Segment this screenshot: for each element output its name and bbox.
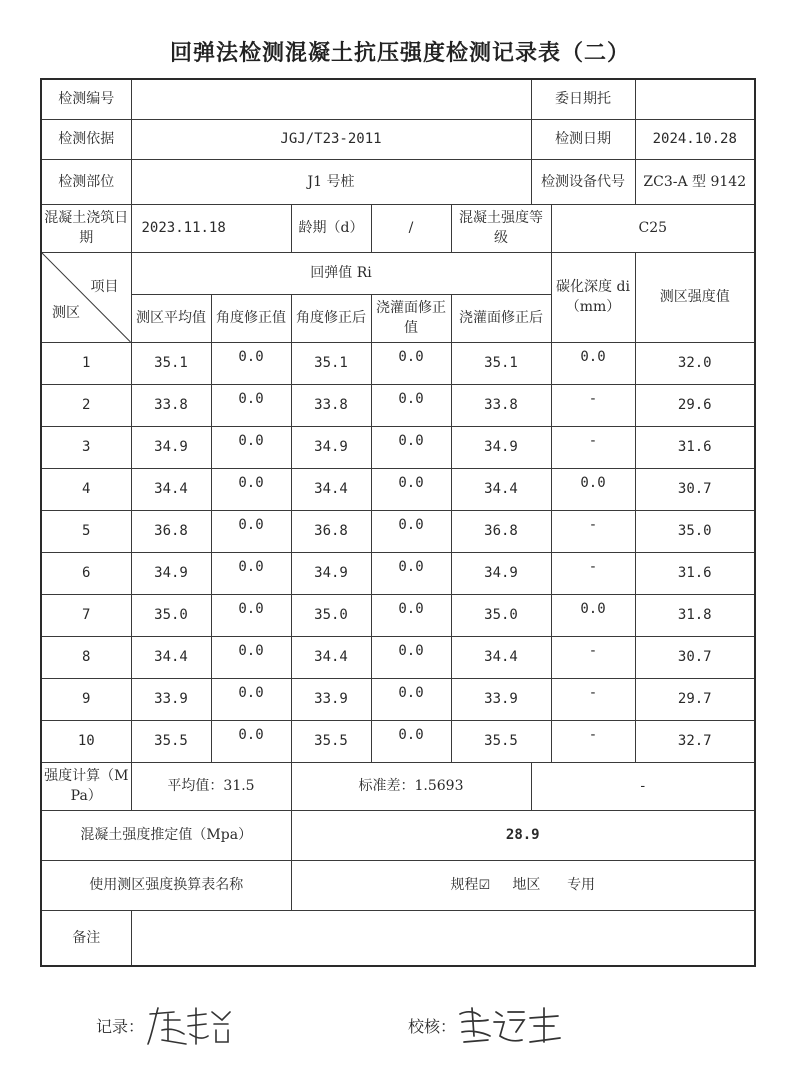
carbonation-cell: - [588, 559, 598, 575]
strength-cell: 29.6 [635, 384, 755, 426]
after-surface-cell: 36.8 [451, 510, 551, 552]
test-no-label: 检测编号 [41, 79, 131, 119]
carbonation-cell: 0.0 [580, 349, 606, 365]
carbonation-cell: - [588, 727, 598, 743]
avg-cell: 35.1 [131, 342, 211, 384]
calc-other: - [531, 762, 755, 810]
after-angle-cell: 36.8 [291, 510, 371, 552]
option-regional: 地区 [512, 876, 541, 893]
location-value: J1 号桩 [131, 159, 531, 204]
carbonation-cell: - [588, 433, 598, 449]
after-surface-cell: 35.0 [451, 594, 551, 636]
conversion-options [291, 860, 755, 910]
carbonation-cell: - [588, 517, 598, 533]
angle-cell: 0.0 [238, 727, 264, 743]
surface-cell: 0.0 [398, 727, 424, 743]
test-date-label: 检测日期 [531, 119, 635, 159]
strength-cell: 31.6 [635, 552, 755, 594]
conversion-row [41, 860, 755, 910]
carbonation-cell: - [588, 685, 598, 701]
zone-cell: 4 [41, 468, 131, 510]
check-label: 校核： [408, 1017, 457, 1036]
equipment-value: ZC3-A 型 9142 [635, 159, 755, 204]
check-signature-block [408, 1000, 658, 1050]
grade-label: 混凝土强度等级 [451, 204, 551, 252]
table-row [41, 468, 755, 510]
avg-cell: 34.4 [131, 468, 211, 510]
strength-calc-row [41, 762, 755, 810]
avg-cell: 34.4 [131, 636, 211, 678]
location-label: 检测部位 [41, 159, 131, 204]
angle-cell: 0.0 [238, 601, 264, 617]
angle-cell: 0.0 [238, 643, 264, 659]
record-label: 记录： [96, 1017, 145, 1036]
surface-cell: 0.0 [398, 433, 424, 449]
strength-cell: 31.6 [635, 426, 755, 468]
strength-cell: 32.0 [635, 342, 755, 384]
surface-cell: 0.0 [398, 475, 424, 491]
page-title: 回弹法检测混凝土抗压强度检测记录表（二） [169, 41, 630, 66]
age-value: / [371, 204, 451, 252]
table-row [41, 342, 755, 384]
pour-date-value: 2023.11.18 [131, 204, 291, 252]
avg-cell: 34.9 [131, 426, 211, 468]
after-angle-header: 角度修正后 [291, 294, 371, 342]
angle-corr-header: 角度修正值 [211, 294, 291, 342]
surface-cell: 0.0 [398, 349, 424, 365]
strength-cell: 29.7 [635, 678, 755, 720]
info-row-location [41, 159, 755, 204]
table-row [41, 720, 755, 762]
remarks-value [131, 910, 755, 966]
check-signature [454, 1000, 564, 1050]
test-no-value [131, 79, 531, 119]
avg-cell: 33.9 [131, 678, 211, 720]
table-row [41, 636, 755, 678]
after-angle-cell: 34.4 [291, 636, 371, 678]
zone-cell: 10 [41, 720, 131, 762]
strength-cell: 30.7 [635, 636, 755, 678]
strength-cell: 35.0 [635, 510, 755, 552]
carbonation-cell: - [588, 643, 598, 659]
grade-value: C25 [551, 204, 755, 252]
record-table [40, 78, 756, 967]
avg-cell: 34.9 [131, 552, 211, 594]
test-date-value: 2024.10.28 [635, 119, 755, 159]
angle-cell: 0.0 [238, 559, 264, 575]
table-row [41, 426, 755, 468]
after-angle-cell: 34.4 [291, 468, 371, 510]
item-zone-header [41, 252, 131, 342]
strength-cell: 30.7 [635, 468, 755, 510]
option-dedicated: 专用 [567, 876, 596, 893]
calc-std: 标准差：1.5693 [291, 762, 531, 810]
zone-cell: 3 [41, 426, 131, 468]
after-surface-cell: 34.4 [451, 636, 551, 678]
commission-date-value [635, 79, 755, 119]
after-angle-cell: 33.8 [291, 384, 371, 426]
zone-cell: 2 [41, 384, 131, 426]
surface-cell: 0.0 [398, 391, 424, 407]
after-angle-cell: 34.9 [291, 552, 371, 594]
surface-corr-header: 浇灌面修正值 [371, 294, 451, 342]
age-label: 龄期（d） [291, 204, 371, 252]
estimate-label: 混凝土强度推定值（Mpa） [41, 810, 291, 860]
after-angle-cell: 35.1 [291, 342, 371, 384]
zone-cell: 6 [41, 552, 131, 594]
angle-cell: 0.0 [238, 517, 264, 533]
zone-cell: 9 [41, 678, 131, 720]
conversion-label: 使用测区强度换算表名称 [41, 860, 291, 910]
estimate-row [41, 810, 755, 860]
pour-date-label: 混凝土浇筑日期 [41, 204, 131, 252]
rebound-header: 回弹值 Ri [131, 252, 551, 294]
basis-label: 检测依据 [41, 119, 131, 159]
table-row [41, 594, 755, 636]
surface-cell: 0.0 [398, 643, 424, 659]
carbonation-cell: 0.0 [580, 475, 606, 491]
carbonation-cell: 0.0 [580, 601, 606, 617]
table-row [41, 552, 755, 594]
angle-cell: 0.0 [238, 685, 264, 701]
zone-cell: 5 [41, 510, 131, 552]
remarks-row [41, 910, 755, 966]
table-row [41, 510, 755, 552]
angle-cell: 0.0 [238, 391, 264, 407]
avg-cell: 35.5 [131, 720, 211, 762]
equipment-label: 检测设备代号 [531, 159, 635, 204]
option-regulation: 规程 [450, 876, 479, 893]
after-surface-cell: 33.8 [451, 384, 551, 426]
after-surface-cell: 34.9 [451, 426, 551, 468]
carbonation-header: 碳化深度 di（mm） [551, 252, 635, 342]
avg-header: 测区平均值 [131, 294, 211, 342]
basis-value: JGJ/T23-2011 [131, 119, 531, 159]
after-angle-cell: 35.0 [291, 594, 371, 636]
after-surface-cell: 34.4 [451, 468, 551, 510]
table-row [41, 678, 755, 720]
zone-cell: 1 [41, 342, 131, 384]
item-label: 项目 [90, 278, 119, 295]
info-row-pour-date [41, 204, 755, 252]
estimate-value: 28.9 [291, 810, 755, 860]
strength-header: 测区强度值 [635, 252, 755, 342]
angle-cell: 0.0 [238, 475, 264, 491]
surface-cell: 0.0 [398, 559, 424, 575]
info-row-test-no [41, 79, 755, 119]
after-angle-cell: 34.9 [291, 426, 371, 468]
record-signature-block [96, 1000, 346, 1050]
zone-cell: 8 [41, 636, 131, 678]
surface-cell: 0.0 [398, 685, 424, 701]
avg-cell: 35.0 [131, 594, 211, 636]
info-row-basis [41, 119, 755, 159]
after-surface-cell: 35.5 [451, 720, 551, 762]
zone-label: 测区 [52, 304, 80, 321]
after-surface-header: 浇灌面修正后 [451, 294, 551, 342]
surface-cell: 0.0 [398, 517, 424, 533]
after-surface-cell: 35.1 [451, 342, 551, 384]
zone-cell: 7 [41, 594, 131, 636]
table-row [41, 384, 755, 426]
strength-cell: 32.7 [635, 720, 755, 762]
header-row-1 [41, 252, 755, 294]
commission-date-label: 委日期托 [531, 79, 635, 119]
angle-cell: 0.0 [238, 349, 264, 365]
after-angle-cell: 33.9 [291, 678, 371, 720]
after-surface-cell: 33.9 [451, 678, 551, 720]
angle-cell: 0.0 [238, 433, 264, 449]
strength-cell: 31.8 [635, 594, 755, 636]
surface-cell: 0.0 [398, 601, 424, 617]
avg-cell: 33.8 [131, 384, 211, 426]
calc-label: 强度计算（MPa） [41, 762, 131, 810]
record-signature [144, 1000, 234, 1050]
avg-cell: 36.8 [131, 510, 211, 552]
after-surface-cell: 34.9 [451, 552, 551, 594]
checkbox-checked-icon: ☑ [478, 877, 491, 893]
carbonation-cell: - [588, 391, 598, 407]
calc-mean: 平均值：31.5 [131, 762, 291, 810]
after-angle-cell: 35.5 [291, 720, 371, 762]
diagonal-line [42, 253, 131, 342]
remarks-label: 备注 [41, 910, 131, 966]
